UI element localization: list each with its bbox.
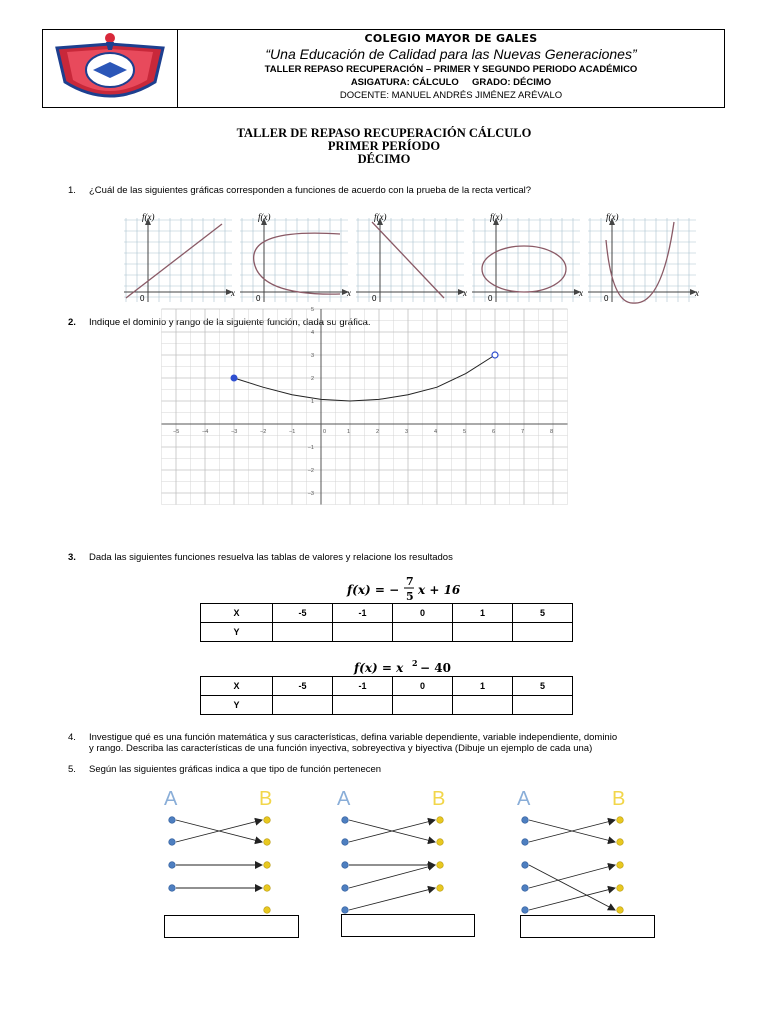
x-tick-label: 8 [550, 429, 554, 435]
table-1-answer-row [201, 623, 573, 642]
set-a-label: A [164, 788, 178, 810]
table-2-answer-row [201, 696, 573, 715]
svg-text:x + 16: x + 16 [418, 583, 461, 597]
y-tick-label: 4 [310, 330, 314, 336]
school-crest-logo [43, 30, 177, 107]
q4-number: 4. [68, 732, 76, 743]
answer-cell[interactable] [453, 623, 513, 642]
table-cell: 1 [453, 677, 513, 696]
table-2-header-row [201, 677, 573, 696]
codomain-element-dot [617, 817, 624, 824]
origin-label: 0 [604, 294, 609, 303]
header-text [178, 30, 724, 101]
codomain-element-dot [264, 885, 271, 892]
teacher-line: DOCENTE: MANUEL ANDRÉS JIMÉNEZ ARÉVALO [339, 90, 563, 101]
q5-mappings [160, 785, 670, 920]
q5-text: Según las siguientes gráficas indica a que tipo de función pertenecen [89, 764, 382, 775]
q5-mappings-svg [160, 785, 670, 920]
answer-box-3[interactable] [520, 915, 655, 938]
x-tick-label: 0 [323, 429, 327, 435]
table-cell: 1 [453, 604, 513, 623]
mapping-arrow [349, 888, 435, 910]
question-4 [68, 732, 748, 758]
q1-graph-4 [472, 212, 583, 303]
q3-text: Dada las siguientes funciones resuelva las tablas de valores y relacione los resultados [89, 552, 453, 563]
school-motto: “Una Educación de Calidad para las Nuevas Generaciones” [265, 46, 637, 62]
y-tick-label: −3 [307, 491, 314, 497]
x-label: x [347, 288, 351, 298]
mapping-diagram-3 [517, 788, 625, 913]
answer-cell[interactable] [453, 696, 513, 715]
domain-element-dot [342, 862, 349, 869]
answer-cell[interactable] [513, 623, 573, 642]
values-table-1 [200, 603, 573, 642]
fx-label: f(x) [374, 212, 387, 222]
codomain-element-dot [264, 907, 271, 914]
domain-element-dot [522, 862, 529, 869]
y-tick-label: 2 [310, 376, 314, 382]
answer-cell[interactable] [513, 696, 573, 715]
mapping-arrow [349, 865, 435, 888]
x-tick-label: −3 [231, 429, 238, 435]
origin-label: 0 [256, 294, 261, 303]
domain-element-dot [342, 907, 349, 914]
table-cell: -5 [273, 677, 333, 696]
set-a-label: A [517, 788, 531, 810]
x-label: x [231, 288, 235, 298]
table-cell: 0 [393, 604, 453, 623]
open-endpoint [492, 352, 498, 358]
svg-text:− 40: − 40 [420, 661, 451, 675]
domain-element-dot [342, 839, 349, 846]
header-box [42, 29, 725, 108]
answer-cell[interactable] [333, 623, 393, 642]
table-cell: -1 [333, 604, 393, 623]
set-b-label: B [432, 788, 446, 810]
codomain-element-dot [264, 839, 271, 846]
origin-label: 0 [488, 294, 493, 303]
codomain-element-dot [264, 817, 271, 824]
q1-graph-2 [240, 212, 351, 303]
q1-number: 1. [68, 185, 76, 196]
q2-text: Indique el dominio y rango de la siguiente función, dada su gráfica. [89, 317, 371, 328]
y-tick-label: 5 [310, 307, 314, 313]
x-tick-label: −1 [289, 429, 296, 435]
set-b-label: B [612, 788, 626, 810]
table-cell: X [201, 604, 273, 623]
formula-1-svg [345, 572, 475, 604]
school-name: COLEGIO MAYOR DE GALES [364, 32, 538, 45]
fx-label: f(x) [142, 212, 155, 222]
q3-number: 3. [68, 552, 76, 563]
set-a-label: A [337, 788, 351, 810]
formula-2-svg [352, 657, 472, 677]
domain-element-dot [522, 817, 529, 824]
svg-text:5: 5 [406, 590, 414, 603]
domain-element-dot [522, 907, 529, 914]
domain-element-dot [342, 817, 349, 824]
codomain-element-dot [264, 862, 271, 869]
x-tick-label: 1 [347, 429, 351, 435]
table-cell: 5 [513, 604, 573, 623]
x-tick-label: 2 [376, 429, 380, 435]
fx-label: f(x) [606, 212, 619, 222]
y-tick-label: 3 [310, 353, 314, 359]
answer-cell[interactable] [273, 623, 333, 642]
q1-graph-3 [356, 212, 467, 303]
domain-element-dot [522, 885, 529, 892]
x-label: x [463, 288, 467, 298]
x-tick-label: −4 [202, 429, 209, 435]
domain-element-dot [169, 862, 176, 869]
answer-box-1[interactable] [164, 915, 299, 938]
q2-number: 2. [68, 317, 76, 328]
fx-label: f(x) [258, 212, 271, 222]
answer-cell[interactable] [393, 696, 453, 715]
q4-text-line-2: y rango. Describa las características de una función inyectiva, sobreyectiva y biyectiva (Dibuje un ejemplo de cada una) [89, 743, 593, 754]
x-tick-label: −2 [260, 429, 267, 435]
table-cell: -5 [273, 604, 333, 623]
doc-title-3: DÉCIMO [357, 152, 411, 166]
codomain-element-dot [617, 885, 624, 892]
x-label: x [579, 288, 583, 298]
codomain-element-dot [437, 862, 444, 869]
origin-label: 0 [140, 294, 145, 303]
curve-parabola [606, 222, 674, 303]
y-tick-label: 1 [310, 399, 314, 405]
q1-graphs [120, 210, 700, 304]
values-table-2 [200, 676, 573, 715]
codomain-element-dot [617, 839, 624, 846]
curve-falling-line [372, 222, 444, 298]
y-tick-label: −1 [307, 445, 314, 451]
curve-rising-line [126, 224, 222, 298]
q1-graphs-svg [120, 210, 700, 304]
table-cell: Y [201, 623, 273, 642]
mapping-arrow [529, 865, 615, 910]
workshop-line: TALLER REPASO RECUPERACIÓN – PRIMER Y SEGUNDO PERIODO ACADÉMICO [264, 64, 638, 75]
x-tick-label: 3 [405, 429, 409, 435]
fx-label: f(x) [490, 212, 503, 222]
mapping-diagram-2 [337, 788, 445, 913]
logo-cell [43, 30, 178, 107]
answer-cell[interactable] [393, 623, 453, 642]
mapping-arrow [529, 888, 615, 910]
table-cell: X [201, 677, 273, 696]
q1-text: ¿Cuál de las siguientes gráficas corresponden a funciones de acuerdo con la prueba de la recta vertical? [89, 185, 532, 196]
domain-element-dot [522, 839, 529, 846]
x-tick-label: 6 [492, 429, 496, 435]
x-tick-label: 5 [463, 429, 467, 435]
origin-label: 0 [372, 294, 377, 303]
table-1-header-row [201, 604, 573, 623]
answer-cell[interactable] [273, 696, 333, 715]
x-tick-label: 7 [521, 429, 525, 435]
svg-text:2: 2 [412, 658, 418, 668]
q1-graph-1 [124, 212, 235, 303]
closed-endpoint [231, 375, 237, 381]
codomain-element-dot [617, 907, 624, 914]
table-cell: Y [201, 696, 273, 715]
domain-element-dot [169, 817, 176, 824]
q5-number: 5. [68, 764, 76, 775]
mapping-arrow [529, 865, 615, 888]
table-cell: 5 [513, 677, 573, 696]
svg-text:f(x) = x: f(x) = x [354, 661, 404, 675]
table-cell: 0 [393, 677, 453, 696]
codomain-element-dot [437, 885, 444, 892]
domain-element-dot [169, 885, 176, 892]
set-b-label: B [259, 788, 273, 810]
codomain-element-dot [437, 839, 444, 846]
subject-line: ASIGATURA: CÁLCULO GRADO: DÉCIMO [350, 77, 552, 88]
mapping-diagram-1 [164, 788, 272, 913]
x-label: x [695, 288, 699, 298]
doc-title-2: PRIMER PERÍODO [327, 139, 441, 153]
x-tick-label: −5 [173, 429, 180, 435]
q4-text-line-1: Investigue qué es una función matemática y sus características, defina variable dependiente, variable independiente, dominio [89, 732, 618, 743]
domain-element-dot [342, 885, 349, 892]
svg-text:f(x) = −: f(x) = − [347, 583, 400, 597]
y-tick-label: −2 [307, 468, 314, 474]
table-cell: -1 [333, 677, 393, 696]
answer-cell[interactable] [333, 696, 393, 715]
q1-graph-5 [588, 212, 699, 303]
answer-box-2[interactable] [341, 914, 475, 937]
codomain-element-dot [437, 817, 444, 824]
svg-text:7: 7 [406, 575, 414, 588]
doc-title-1: TALLER DE REPASO RECUPERACIÓN CÁLCULO [236, 126, 532, 140]
codomain-element-dot [617, 862, 624, 869]
domain-element-dot [169, 839, 176, 846]
x-tick-label: 4 [434, 429, 438, 435]
